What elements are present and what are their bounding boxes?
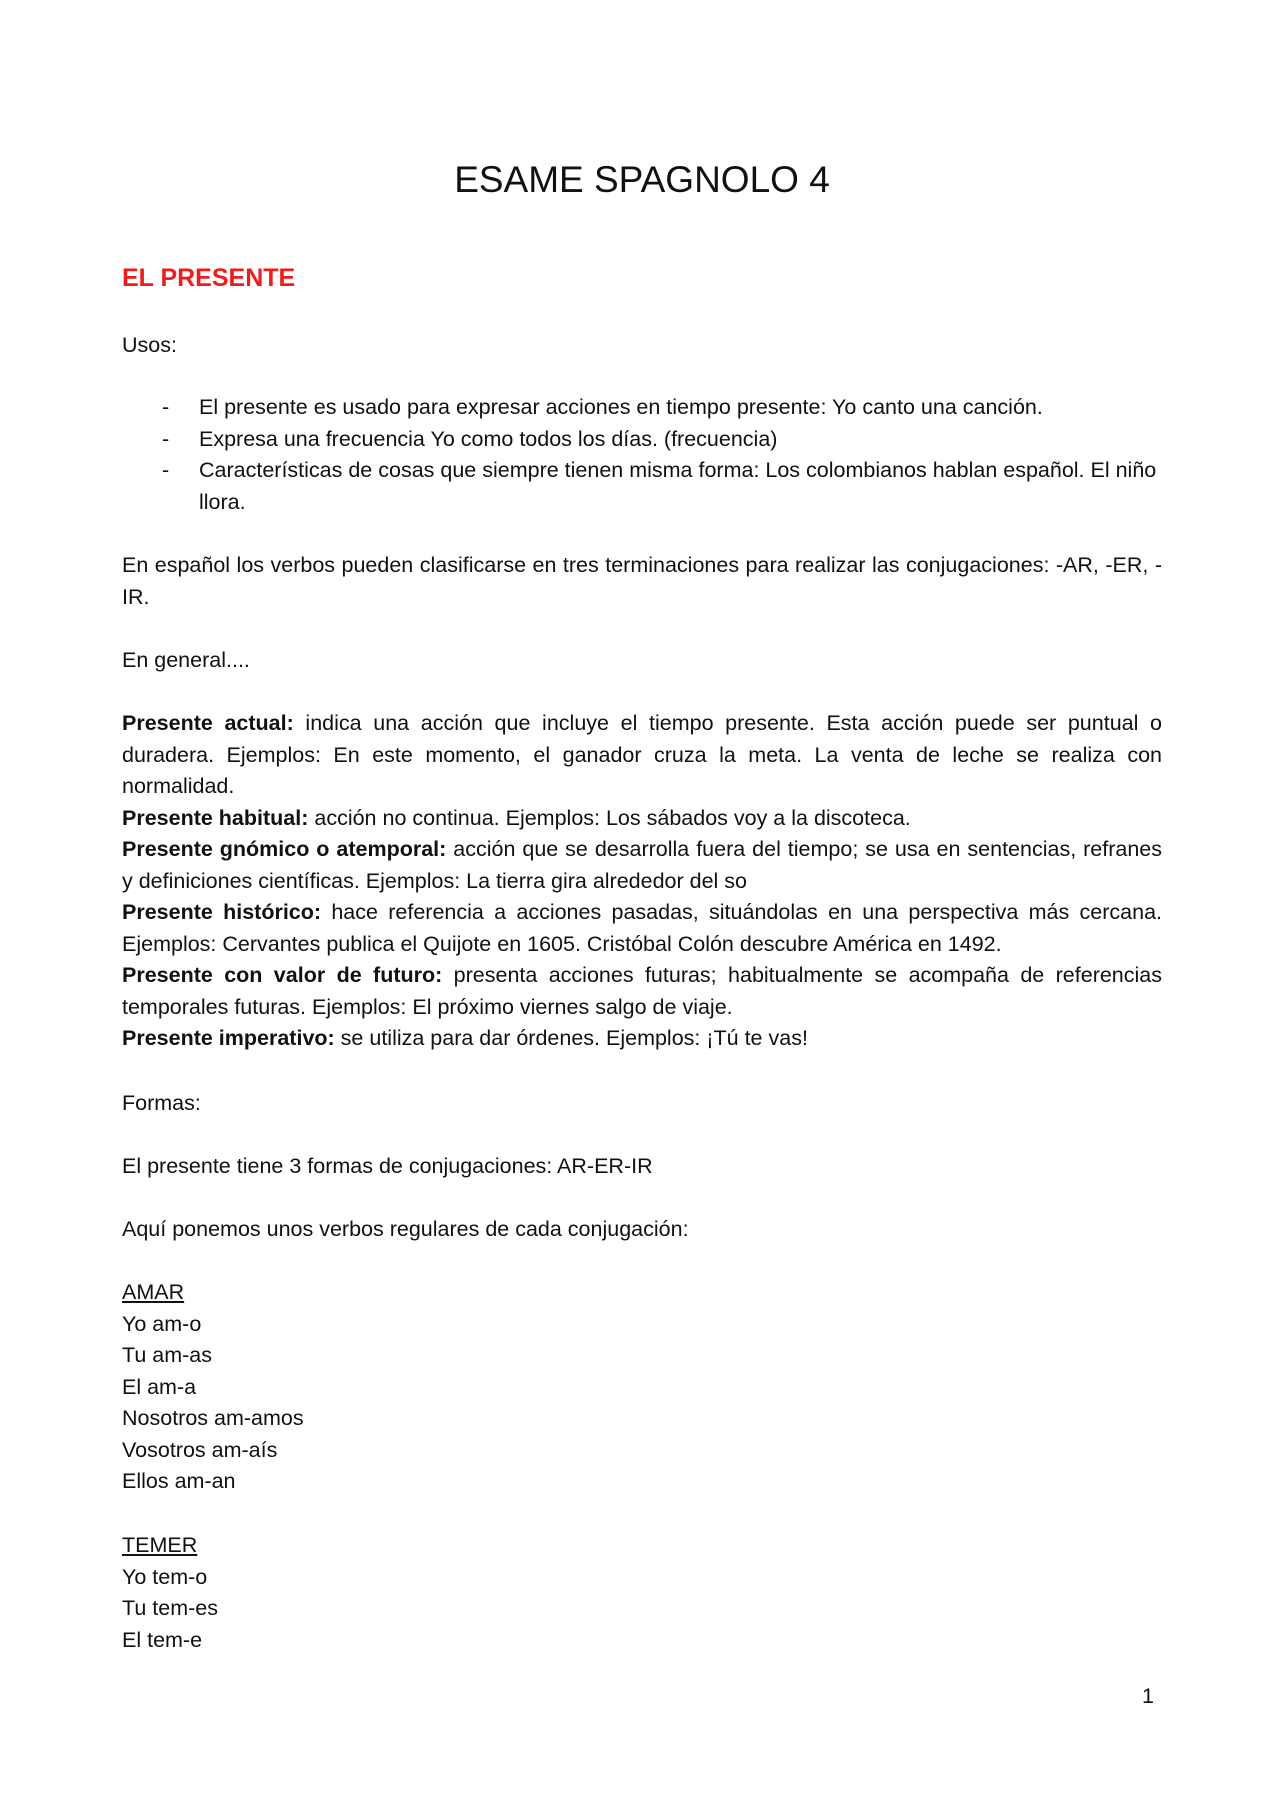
list-item-text: El presente es usado para expresar acciones en tiempo presente: Yo canto una canción. [199,395,1043,419]
uses-list [122,392,1162,518]
aqui-text: Aquí ponemos unos verbos regulares de cada conjugación: [122,1217,689,1241]
verb-block-amar [122,1277,1162,1498]
list-item [122,455,1162,518]
tipo-text: acción no continua. Ejemplos: Los sábados voy a la discoteca. [308,805,911,830]
tipo-text: presenta acciones futuras; habitualmente se acompaña de referencias temporales futuras. Ejemplos: El próximo viernes salgo de viaje. [122,963,1162,1019]
tipo-term: Presente gnómico o atemporal: [122,837,447,861]
verb-block-temer [122,1530,1162,1656]
verb-name: AMAR [122,1280,185,1304]
conjugation-line: Nosotros am-amos [122,1406,304,1430]
tipo-term: Presente habitual: [122,805,309,830]
en-general-text: En general.... [122,648,250,672]
list-marker: - [162,458,170,482]
tipo-paragraph [122,803,1162,835]
document-title: ESAME SPAGNOLO 4 [454,159,830,200]
tipo-text: acción que se desarrolla fuera del tiempo; se usa en sentencias, refranes y definiciones científicas. Ejemplos: La tierra gira alrededor del so [122,837,1162,893]
usos-label: Usos: [122,333,177,357]
list-item [122,424,1162,456]
formas-label: Formas: [122,1091,201,1115]
tipo-text: se utiliza para dar órdenes. Ejemplos: ¡Tú te vas! [334,1026,808,1050]
conjugation-line: Yo tem-o [122,1564,208,1589]
conjugation-line: Tu tem-es [122,1596,218,1620]
tipos-presente [122,708,1162,1055]
tipo-term: Presente histórico: [122,900,322,924]
conjugation-line: Yo am-o [122,1311,202,1336]
clasificacion-paragraph: En español los verbos pueden clasificarse en tres terminaciones para realizar las conjugaciones: -AR, -ER, -IR. [122,553,1162,609]
conjugation-line: Vosotros am-aís [122,1437,278,1462]
conjugation-line: El tem-e [122,1627,203,1652]
conjugation-line: Tu am-as [122,1343,212,1367]
tipo-text: hace referencia a acciones pasadas, situándolas en una perspectiva más cercana. Ejemplos: Cervantes publica el Quijote en 1605. Cristóbal Colón descubre América en 1492. [122,900,1163,956]
tipo-paragraph [122,834,1162,897]
tipo-paragraph [122,897,1162,960]
list-marker: - [162,395,170,419]
conjugation-line: Ellos am-an [122,1469,236,1493]
tipo-paragraph [122,960,1162,1023]
tipo-text: indica una acción que incluye el tiempo presente. Esta acción puede ser puntual o duradera. Ejemplos: En este momento, el ganador cruza la meta. La venta de leche se realiza con normalidad. [122,711,1162,798]
conjugation-line: El am-a [122,1374,197,1399]
verb-name: TEMER [122,1533,198,1557]
tipo-paragraph [122,1023,1162,1055]
tipo-term: Presente imperativo: [122,1026,335,1050]
list-item [122,392,1162,424]
list-marker: - [162,426,170,451]
page-number: 1 [1142,1684,1154,1708]
list-item-text: Características de cosas que siempre tienen misma forma: Los colombianos hablan español. El niño llora. [199,458,1157,514]
tipo-term: Presente con valor de futuro: [122,963,443,987]
tipo-term: Presente actual: [122,711,294,735]
section-heading: EL PRESENTE [122,264,296,292]
formas-text: El presente tiene 3 formas de conjugaciones: AR-ER-IR [122,1154,653,1178]
tipo-paragraph [122,708,1162,803]
list-item-text: Expresa una frecuencia Yo como todos los días. (frecuencia) [199,426,778,451]
